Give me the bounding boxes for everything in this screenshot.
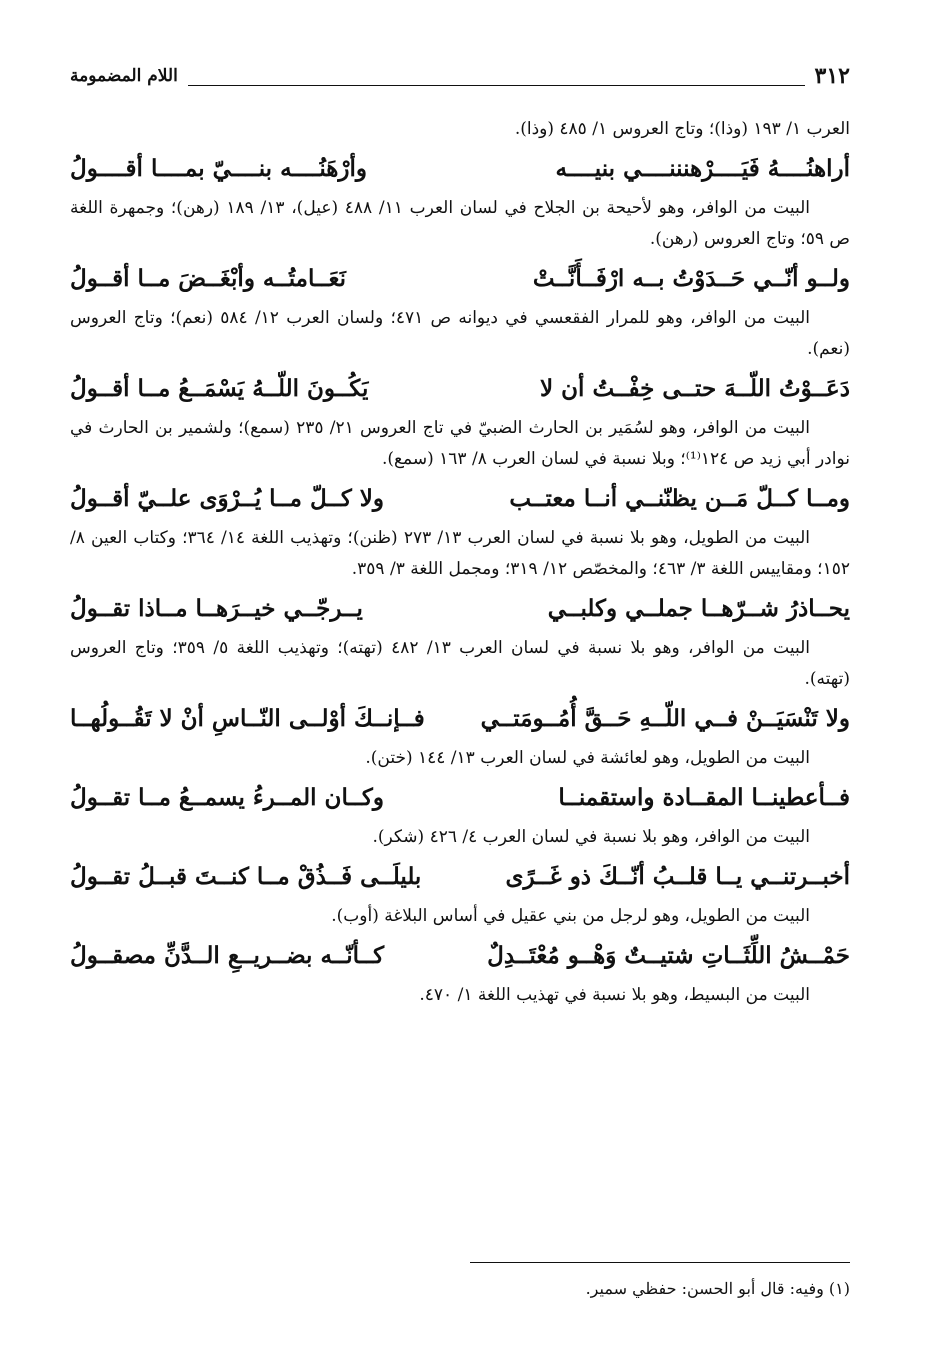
verse-line (70, 481, 850, 517)
source-reference: البيت من الطويل، وهو لعائشة في لسان العرب ١٣/ ١٤٤ (ختن). (365, 748, 810, 768)
footnote: (١) وفيه: قال أبو الحسن: حفظي سمير. (585, 1279, 850, 1298)
verse-second-hemistich: يــرجّــي خيــرَهــا مــاذا تقــولُ (70, 595, 363, 622)
source-reference: البيت من الوافر، وهو بلا نسبة في لسان العرب ٤/ ٤٢٦ (شكر). (372, 827, 810, 847)
verse-line (70, 701, 850, 737)
verse-second-hemistich: كــأنّــه بضــريــعِ الــدَّنِّ مصقــولُ (70, 942, 385, 969)
verse-line (70, 591, 850, 627)
verse-first-hemistich: أخبــرتنــي يــا قلــبُ أنّــكَ ذو غَــرًى (505, 863, 850, 890)
verse-first-hemistich: ولا تَنْسَيَــنْ فــي اللّــهِ حَــقَّ أُمُــومَتــي (480, 705, 850, 732)
verse-first-hemistich: حَمْــشُ اللِّثَــاتِ شتيــتٌ وَهْــو مُعْتَــدِلٌ (487, 942, 850, 969)
verse-line (70, 371, 850, 407)
verse-first-hemistich: ومــا كــلّ مَــن يظنّنــي أنــا معتــب (509, 485, 850, 512)
verse-line (70, 780, 850, 816)
verse-first-hemistich: يحــاذرُ شــرّهــا جملــي وكلبــي (547, 595, 850, 622)
source-reference: العرب ١/ ١٩٣ (وذا)؛ وتاج العروس ١/ ٤٨٥ (وذا). (514, 119, 850, 139)
source-reference: البيت من البسيط، وهو بلا نسبة في تهذيب اللغة ١/ ٤٧٠. (419, 985, 810, 1005)
source-reference: البيت من الوافر، وهو لأحيحة بن الجلاح في لسان العرب ١١/ ٤٨٨ (عيل)، ١٣/ ١٨٩ (رهن)؛ وجمهرة اللغة ص ٥٩؛ وتاج العروس (رهن). (70, 198, 850, 249)
source-reference: البيت من الوافر، وهو للمرار الفقعسي في ديوانه ص ٤٧١؛ ولسان العرب ١٢/ ٥٨٤ (نعم)؛ وتاج العروس (نعم). (70, 308, 850, 359)
verse-second-hemistich: وأرْهَنُــــه بنــــيّ بمــــا أقــــولُ (70, 155, 368, 182)
verse-first-hemistich: فــأعطينــا المقــادة واستقمنــا (558, 784, 850, 811)
source-reference: البيت من الوافر، وهو بلا نسبة في لسان العرب ١٣/ ٤٨٢ (تهته)؛ وتهذيب اللغة ٥/ ٣٥٩؛ وتاج العروس (تهته). (70, 638, 850, 689)
verse-line (70, 261, 850, 297)
page-number: ٣١٢ (814, 63, 850, 89)
verse-second-hemistich: يَكُــونَ اللّــهُ يَسْمَــعُ مــا أقــولُ (70, 375, 369, 402)
page-content (70, 114, 850, 1011)
verse-second-hemistich: فــإنــكَ أوْلــى النّــاسِ أنْ لا تَقُــولُهــا (70, 705, 425, 732)
footnote-divider (470, 1262, 850, 1263)
section-title: اللام المضمومة (70, 66, 178, 86)
verse-first-hemistich: ولــو أنّــي حَــدَوْتُ بــه ارْفَــأَنَّــتْ (532, 265, 850, 292)
verse-second-hemistich: ولا كــلّ مــا يُــرْوَى علــيّ أقــولُ (70, 485, 385, 512)
header-rule (188, 67, 805, 86)
verse-second-hemistich: وكــان المــرءُ يسمــعُ مــا تقــولُ (70, 784, 384, 811)
verse-first-hemistich: أراهنُــــهُ فَيَــــرْهنننــــي بنيــــه (555, 155, 850, 182)
source-reference: البيت من الوافر، وهو لسُمَير بن الحارث الضبيّ في تاج العروس ٢١/ ٢٣٥ (سمع)؛ ولشمير بن الحارث في نوادر أبي زيد ص ١٢٤⁽¹⁾؛ وبلا نسبة في لسان العرب ٨/ ١٦٣ (سمع). (70, 418, 850, 469)
verse-second-hemistich: بليلَــى فَــذُقْ مــا كنــتَ قبــلُ تقــولُ (70, 863, 422, 890)
verse-second-hemistich: نَعَــامتُــه وأبْغَــضَ مــا أقــولُ (70, 265, 346, 292)
verse-first-hemistich: دَعَــوْتُ اللّــهَ حتــى خِفْــتُ أن لا (540, 375, 850, 402)
book-page (70, 60, 850, 1017)
verse-line (70, 938, 850, 974)
verse-line (70, 151, 850, 187)
page-header (70, 60, 850, 92)
source-reference: البيت من الطويل، وهو لرجل من بني عقيل في أساس البلاغة (أوب). (331, 906, 810, 926)
verse-line (70, 859, 850, 895)
source-reference: البيت من الطويل، وهو بلا نسبة في لسان العرب ١٣/ ٢٧٣ (ظنن)؛ وتهذيب اللغة ١٤/ ٣٦٤؛ وكتاب العين ٨/ ١٥٢؛ ومقاييس اللغة ٣/ ٤٦٣؛ والمخصّص ١٢/ ٣١٩؛ ومجمل اللغة ٣/ ٣٥٩. (70, 528, 850, 579)
